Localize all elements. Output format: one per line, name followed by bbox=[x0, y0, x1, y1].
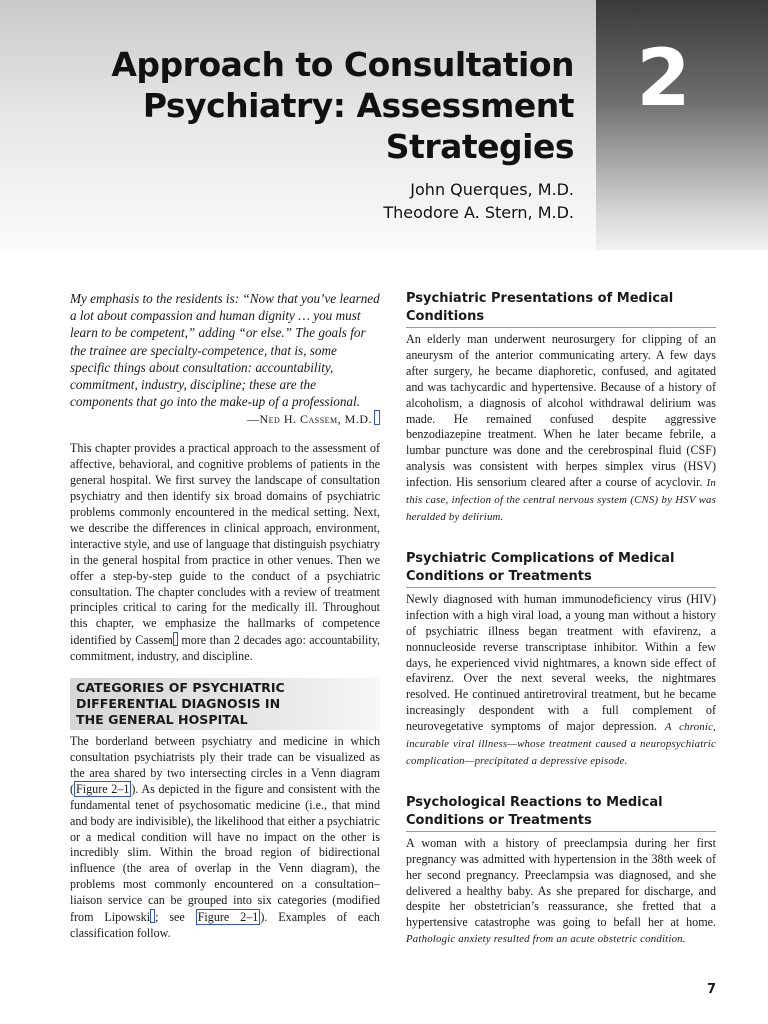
case-body: An elderly man underwent neurosurgery for clipping of an aneurysm of the anterior communicating artery. A few days after surgery, he became diaphoretic, confused, and agitated and was tachycardic and hypertensive. Because of a history of alcoholism, a diagnosis of alcohol withdrawal delirium was made. He remained confused despite aggressive benzodiazepine treatment. When he later became febrile, a lumbar puncture was done and the cerebrospinal fluid (CSF) analysis was consistent with herpes simplex virus (HSV) infection. His sensorium cleared after a course of acyclovir. bbox=[406, 332, 716, 490]
chapter-title-line: Psychiatry: Assessment bbox=[142, 86, 574, 125]
case-heading bbox=[406, 290, 716, 328]
case-heading-line: Conditions bbox=[406, 309, 485, 324]
case-heading-line: Conditions or Treatments bbox=[406, 568, 592, 584]
chapter-authors bbox=[383, 178, 574, 224]
author-name: John Querques, M.D. bbox=[410, 180, 574, 199]
case-heading-line: Conditions or Treatments bbox=[406, 812, 592, 828]
section-paragraph bbox=[70, 734, 380, 942]
case-text bbox=[406, 836, 716, 948]
section-text: The borderland between psychiatry and medicine in which consultation psychiatrists ply their trade can be visualized as the area shared by two intersecting circles in a Venn diagram ( bbox=[70, 734, 380, 796]
case-heading-line: Psychiatric Presentations of Medical bbox=[406, 291, 674, 306]
section-text: ; see bbox=[155, 910, 196, 925]
epigraph-author: —Ned H. Cassem, M.D. bbox=[246, 412, 372, 427]
epigraph-attribution bbox=[70, 410, 380, 427]
case-heading-line: Psychiatric Complications of Medical bbox=[406, 550, 675, 566]
case-note: In this case, infection of the central nervous system (CNS) by HSV was heralded by delirium. bbox=[406, 477, 716, 523]
left-column bbox=[70, 290, 380, 942]
case-heading bbox=[406, 794, 716, 832]
section-text: ). As depicted in the figure and consistent with the fundamental tenet of psychosomatic medicine (i.e., that mind and body are indivisible), the likelihood that either a psychiatric or a medical condition will have no impact on the other is incredibly slim. Within the broad region of bidirectional influence (the area of overlap in the Venn diagram), the problems most commonly encountered on a consultation–liaison service can be grouped into six categories (modified from Lipowski bbox=[70, 781, 380, 925]
section-heading-line: THE GENERAL HOSPITAL bbox=[76, 712, 248, 728]
chapter-title-line: Approach to Consultation bbox=[111, 45, 574, 84]
case-box bbox=[406, 794, 716, 948]
case-text bbox=[406, 592, 716, 770]
chapter-number-block bbox=[596, 0, 768, 250]
case-heading bbox=[406, 550, 716, 588]
figure-link[interactable]: Figure 2–1 bbox=[197, 910, 259, 925]
author-name: Theodore A. Stern, M.D. bbox=[383, 203, 574, 222]
chapter-number: 2 bbox=[636, 34, 691, 124]
section-heading bbox=[70, 678, 380, 730]
case-box bbox=[406, 290, 716, 526]
section-heading-line: CATEGORIES OF PSYCHIATRIC bbox=[76, 680, 285, 696]
intro-paragraph bbox=[70, 441, 380, 665]
case-note: A chronic, incurable viral illness—whose treatment caused a neuropsychiatric complication—precipitated a depressive episode. bbox=[406, 721, 716, 767]
intro-text-end: more than 2 decades ago: accountability, commitment, industry, and discipline. bbox=[70, 633, 380, 664]
case-heading-line: Psychological Reactions to Medical bbox=[406, 794, 663, 810]
intro-text: This chapter provides a practical approach to the assessment of affective, behavioral, and cognitive problems of patients in the general hospital. We first survey the landscape of consultation psychiatry and then identify six broad domains of psychiatric problems commonly encountered in the medical setting. Next, we describe the differences in clinical approach, environment, interactive style, and use of language that distinguish psychiatry in the general hospital from practice in other venues. Then we offer a step-by-step guide to the conduct of a psychiatric consultation. The chapter concludes with a review of treatment principles critical to caring for the medically ill. Throughout this chapter, we emphasize the hallmarks of competence identified by Cassem bbox=[70, 441, 380, 648]
case-body: Newly diagnosed with human immunodeficiency virus (HIV) infection with a high viral load, a young man without a history of psychiatric illness began treatment with efavirenz, a nonnucleoside reverse transcriptase inhibitor. Within a few days, he experienced vivid nightmares, a known side effect of efavirenz. Over the next several weeks, the nightmares resolved. He continued antiretroviral treatment, but he became increasingly despondent with a full complement of neurovegetative symptoms of major depression. bbox=[406, 591, 716, 734]
case-note: Pathologic anxiety resulted from an acute obstetric condition. bbox=[406, 933, 686, 946]
chapter-title bbox=[104, 44, 574, 167]
section-text: ). Examples of each classification follow. bbox=[70, 910, 380, 940]
epigraph-quote: My emphasis to the residents is: “Now that you’ve learned a lot about compassion and human dignity … you must learn to be competent,” adding “or else.” The goals for the trainee are specialty-competence, that is, some specific things about consultation: accountability, commitment, industry, discipline; these are the components that go into the make-up of a professional. bbox=[70, 291, 380, 410]
page-number: 7 bbox=[706, 982, 716, 997]
figure-link[interactable]: Figure 2–1 bbox=[76, 781, 130, 796]
reference-link-icon[interactable] bbox=[374, 410, 380, 425]
right-column bbox=[406, 290, 716, 948]
case-box bbox=[406, 550, 716, 770]
case-text bbox=[406, 332, 716, 526]
section-heading-line: DIFFERENTIAL DIAGNOSIS IN bbox=[76, 696, 281, 712]
chapter-title-line: Strategies bbox=[385, 127, 574, 166]
case-body: A woman with a history of preeclampsia during her first pregnancy was admitted with hypertension in the 38th week of her second pregnancy. Preeclampsia was diagnosed, and she delivered a healthy baby. As she prepared for discharge, and despite her obstetrician’s reassurance, she fretted that a hypertensive catastrophe was going to befall her at home. bbox=[406, 835, 716, 930]
